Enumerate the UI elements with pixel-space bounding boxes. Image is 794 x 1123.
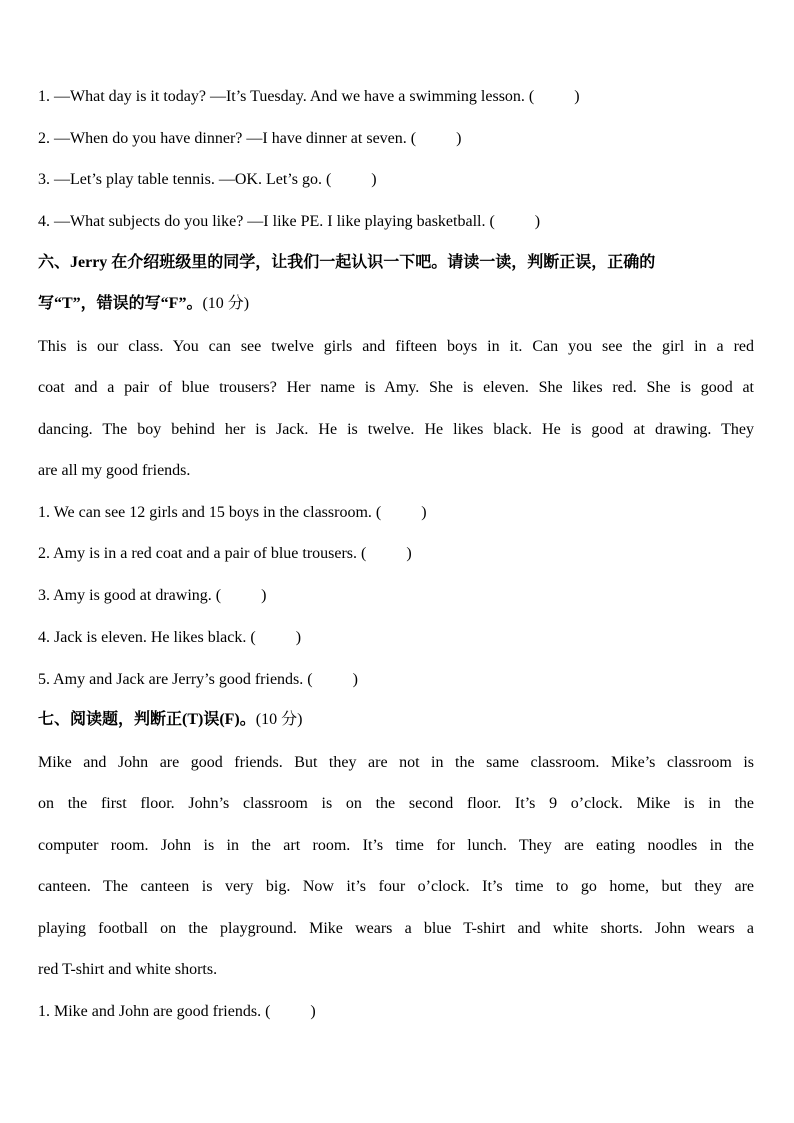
s6-question-1-text: 1. We can see 12 girls and 15 boys in the classroom. bbox=[38, 504, 372, 521]
answer-bracket[interactable]: ( ) bbox=[489, 213, 541, 230]
s6-heading-instruction: 写“T”，错误的写“F”。 bbox=[38, 295, 203, 312]
answer-bracket[interactable]: ( ) bbox=[361, 545, 412, 562]
s7-question-1-text: 1. Mike and John are good friends. bbox=[38, 1003, 262, 1020]
s6-question-2-text: 2. Amy is in a red coat and a pair of blue trousers. bbox=[38, 545, 358, 562]
s5-question-2-text: 2. —When do you have dinner? —I have dinner at seven. bbox=[38, 130, 407, 147]
s7-question-1 bbox=[38, 1001, 754, 1023]
s5-question-1 bbox=[38, 86, 754, 108]
answer-bracket[interactable]: ( ) bbox=[410, 130, 462, 147]
answer-bracket[interactable]: ( ) bbox=[250, 629, 302, 646]
s6-question-4 bbox=[38, 627, 754, 649]
s6-question-1 bbox=[38, 502, 754, 524]
s6-passage-line: dancing. The boy behind her is Jack. He is twelve. He likes black. He is good at drawing. They bbox=[38, 421, 754, 438]
s6-question-5-text: 5. Amy and Jack are Jerry’s good friends. bbox=[38, 671, 304, 688]
s7-passage-line: on the first floor. John’s classroom is on the second floor. It’s 9 o’clock. Mike is in the bbox=[38, 795, 754, 812]
s6-heading-line-2 bbox=[38, 293, 758, 315]
s7-passage-line: Mike and John are good friends. But they are not in the same classroom. Mike’s classroom is bbox=[38, 754, 754, 771]
s6-heading-score: (10 分) bbox=[202, 295, 250, 312]
s6-passage-line: This is our class. You can see twelve girls and fifteen boys in it. Can you see the girl in a red bbox=[38, 338, 754, 355]
s5-question-4-text: 4. —What subjects do you like? —I like PE. I like playing basketball. bbox=[38, 213, 486, 230]
s7-passage-line: canteen. The canteen is very big. Now it’s four o’clock. It’s time to go home, but they are bbox=[38, 878, 754, 895]
s7-passage-line: computer room. John is in the art room. It’s time for lunch. They are eating noodles in the bbox=[38, 837, 754, 854]
answer-bracket[interactable]: ( ) bbox=[528, 88, 580, 105]
s5-question-4 bbox=[38, 211, 754, 233]
s6-question-2 bbox=[38, 543, 754, 565]
s5-question-3 bbox=[38, 169, 754, 191]
s6-passage-line: coat and a pair of blue trousers? Her name is Amy. She is eleven. She likes red. She is good at bbox=[38, 379, 754, 396]
s6-question-3 bbox=[38, 585, 754, 607]
answer-bracket[interactable]: ( ) bbox=[215, 587, 267, 604]
s5-question-1-text: 1. —What day is it today? —It’s Tuesday. And we have a swimming lesson. bbox=[38, 88, 525, 105]
answer-bracket[interactable]: ( ) bbox=[375, 504, 427, 521]
s5-question-3-text: 3. —Let’s play table tennis. —OK. Let’s go. bbox=[38, 171, 322, 188]
s7-heading bbox=[38, 709, 758, 731]
s7-heading-score: (10 分) bbox=[255, 711, 303, 728]
s6-question-4-text: 4. Jack is eleven. He likes black. bbox=[38, 629, 247, 646]
s6-passage-line: are all my good friends. bbox=[38, 462, 191, 479]
s7-passage-line: red T-shirt and white shorts. bbox=[38, 961, 218, 978]
s6-heading-line-1: 六、Jerry 在介绍班级里的同学，让我们一起认识一下吧。请读一读，判断正误，正确的 bbox=[38, 254, 656, 271]
s7-heading-instruction: 七、阅读题，判断正(T)误(F)。 bbox=[38, 711, 256, 728]
s5-question-2 bbox=[38, 128, 754, 150]
s7-passage-line: playing football on the playground. Mike wears a blue T-shirt and white shorts. John wears a bbox=[38, 920, 754, 937]
answer-bracket[interactable]: ( ) bbox=[307, 671, 358, 688]
answer-bracket[interactable]: ( ) bbox=[265, 1003, 316, 1020]
answer-bracket[interactable]: ( ) bbox=[325, 171, 377, 188]
s6-question-3-text: 3. Amy is good at drawing. bbox=[38, 587, 212, 604]
s6-question-5 bbox=[38, 669, 754, 691]
